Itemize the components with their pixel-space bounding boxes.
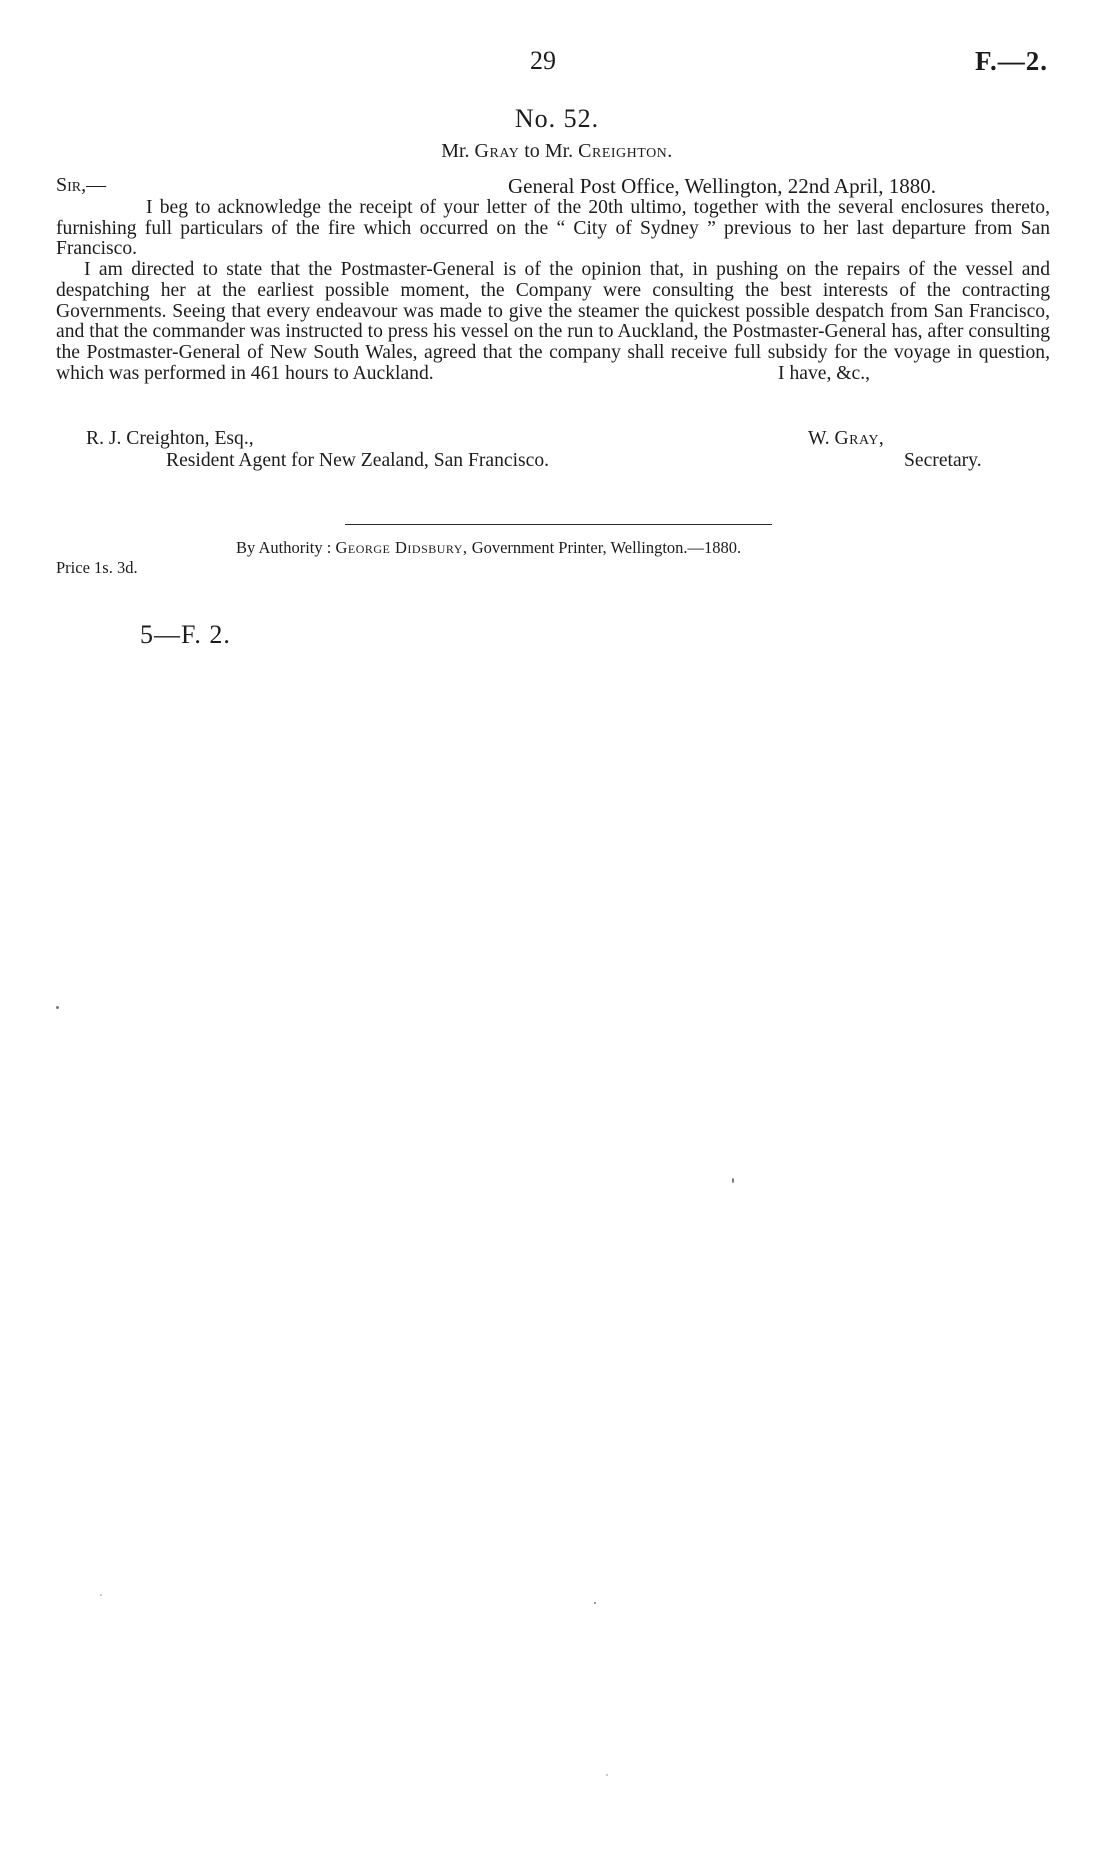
document-reference: F.—2. [974,46,1048,76]
signatory-name [808,428,884,450]
paragraph-acknowledgement: I beg to acknowledge the receipt of your letter of the 20th ultimo, together with the several enclosures thereto, furnishing full particulars of the fire which occurred on the “ City of Sydney ” previous to her last departure from San Francisco. [56,197,1050,260]
signatory-surname: Gray, [834,428,885,449]
page-number: 29 [530,46,556,75]
imprint-prefix: By Authority : [236,538,332,557]
paper-speck [100,1594,102,1596]
heading-from-name: Gray [474,140,520,162]
addressee-title: Resident Agent for New Zealand, San Francisco. [166,450,550,471]
dateline: General Post Office, Wellington, 22nd April, 1880. [508,174,936,198]
closing-phrase: I have, &c., [778,362,870,384]
salutation: Sir,— [56,174,107,196]
heading-connector: to [524,140,540,162]
divider-rule [345,524,772,525]
heading-to-name: Creighton. [578,140,673,162]
addressee-name: R. J. Creighton, Esq., [86,428,254,449]
paper-speck [606,1774,608,1776]
heading-from-prefix: Mr. [441,140,470,162]
letter-body [56,198,1050,384]
printer-name: George Didsbury, [335,538,468,557]
paragraph-decision [56,260,1050,384]
letter-heading [0,140,1114,163]
sheet-signature-mark: 5—F. 2. [140,620,231,649]
signatory-initial: W. [808,428,830,449]
printer-imprint [236,538,741,558]
imprint-suffix: Government Printer, Wellington.—1880. [471,538,742,557]
signatory-title: Secretary. [904,450,982,471]
paper-speck [594,1602,596,1604]
price-label: Price 1s. 3d. [56,558,138,577]
paper-speck [56,1006,59,1009]
heading-to-prefix: Mr. [544,140,574,162]
letter-number: No. 52. [514,104,600,133]
paper-speck [732,1178,734,1183]
paragraph-decision-text: I am directed to state that the Postmaster-General is of the opinion that, in pushing on the repairs of the vessel and despatching her at the earliest possible moment, the Company were consulting the best interests of the contracting Governments. Seeing that every endeavour was made to give the steamer the quickest possible despatch from San Francisco, and that the commander was instructed to press his vessel on the run to Auckland, the Postmaster-General has, after consulting the Postmaster-General of New South Wales, agreed that the company shall receive full subsidy for the voyage in question, which was performed in 461 hours to Auckland. [56,259,1050,384]
